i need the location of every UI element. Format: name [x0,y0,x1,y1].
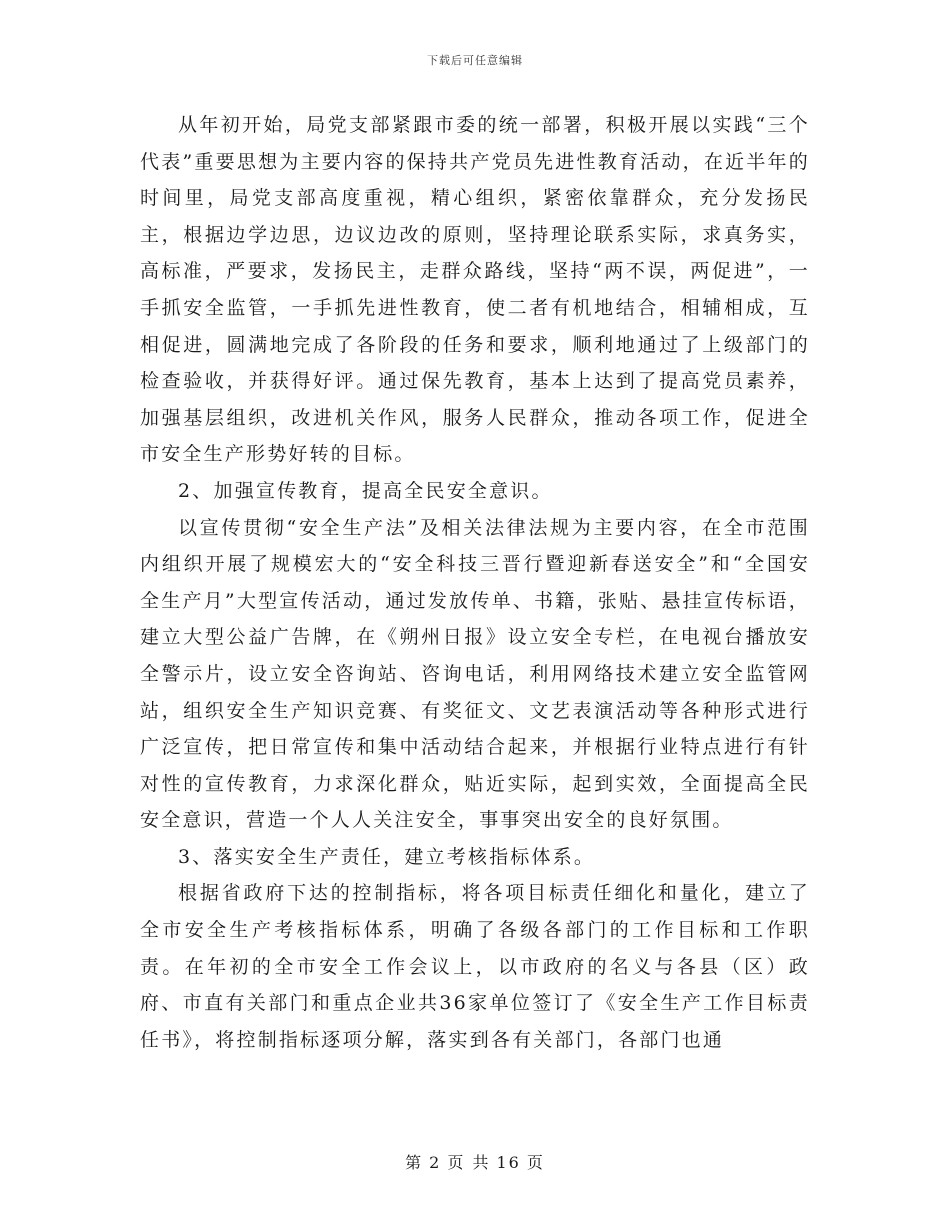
paragraph-party-education: 从年初开始，局党支部紧跟市委的统一部署，积极开展以实践“三个代表”重要思想为主要内容的保持共产党员先进性教育活动，在近半年的时间里，局党支部高度重视，精心组织，紧密依靠群众，充分发扬民主，根据边学边思，边议边改的原则，坚持理论联系实际，求真务实，高标准，严要求，发扬民主，走群众路线，坚持“两不误，两促进”，一手抓安全监管，一手抓先进性教育，使二者有机地结合，相辅相成，互相促进，圆满地完成了各阶段的任务和要求，顺利地通过了上级部门的检查验收，并获得好评。通过保先教育，基本上达到了提高党员素养，加强基层组织，改进机关作风，服务人民群众，推动各项工作，促进全市安全生产形势好转的目标。 [140,114,810,466]
paragraph-responsibility: 根据省政府下达的控制指标，将各项目标责任细化和量化，建立了全市安全生产考核指标体系，明确了各级各部门的工作目标和工作职责。在年初的全市安全工作会议上，以市政府的名义与各县（区）政府、市直有关部门和重点企业共36家单位签订了《安全生产工作目标责任书》，将控制指标逐项分解，落实到各有关部门，各部门也通 [140,882,810,1051]
section-heading-responsibility: 3、落实安全生产责任，建立考核指标体系。 [178,845,596,868]
document-body [140,107,810,1058]
footer-current-page: 2 [429,1153,442,1172]
paragraph-publicity: 以宣传贯彻“安全生产法”及相关法律法规为主要内容，在全市范围内组织开展了规模宏大的“安全科技三晋行暨迎新春送安全”和“全国安全生产月”大型宣传活动，通过发放传单、书籍，张贴、悬挂宣传标语，建立大型公益广告牌，在《朔州日报》设立安全专栏，在电视台播放安全警示片，设立安全咨询站、咨询电话，利用网络技术建立安全监管网站，组织安全生产知识竞赛、有奖征文、文艺表演活动等各种形式进行广泛宣传，把日常宣传和集中活动结合起来，并根据行业特点进行有针对性的宣传教育，力求深化群众，贴近实际，起到实效，全面提高全民安全意识，营造一个人人关注安全，事事突出安全的良好氛围。 [140,516,810,832]
page-header-note: 下载后可任意编辑 [427,54,523,67]
footer-middle: 页 共 [447,1153,491,1172]
section-heading-publicity: 2、加强宣传教育，提高全民安全意识。 [178,479,553,502]
page-number-footer [0,1150,950,1173]
footer-prefix: 第 [405,1153,424,1172]
footer-suffix: 页 [526,1153,545,1172]
footer-total-pages: 16 [496,1153,521,1172]
